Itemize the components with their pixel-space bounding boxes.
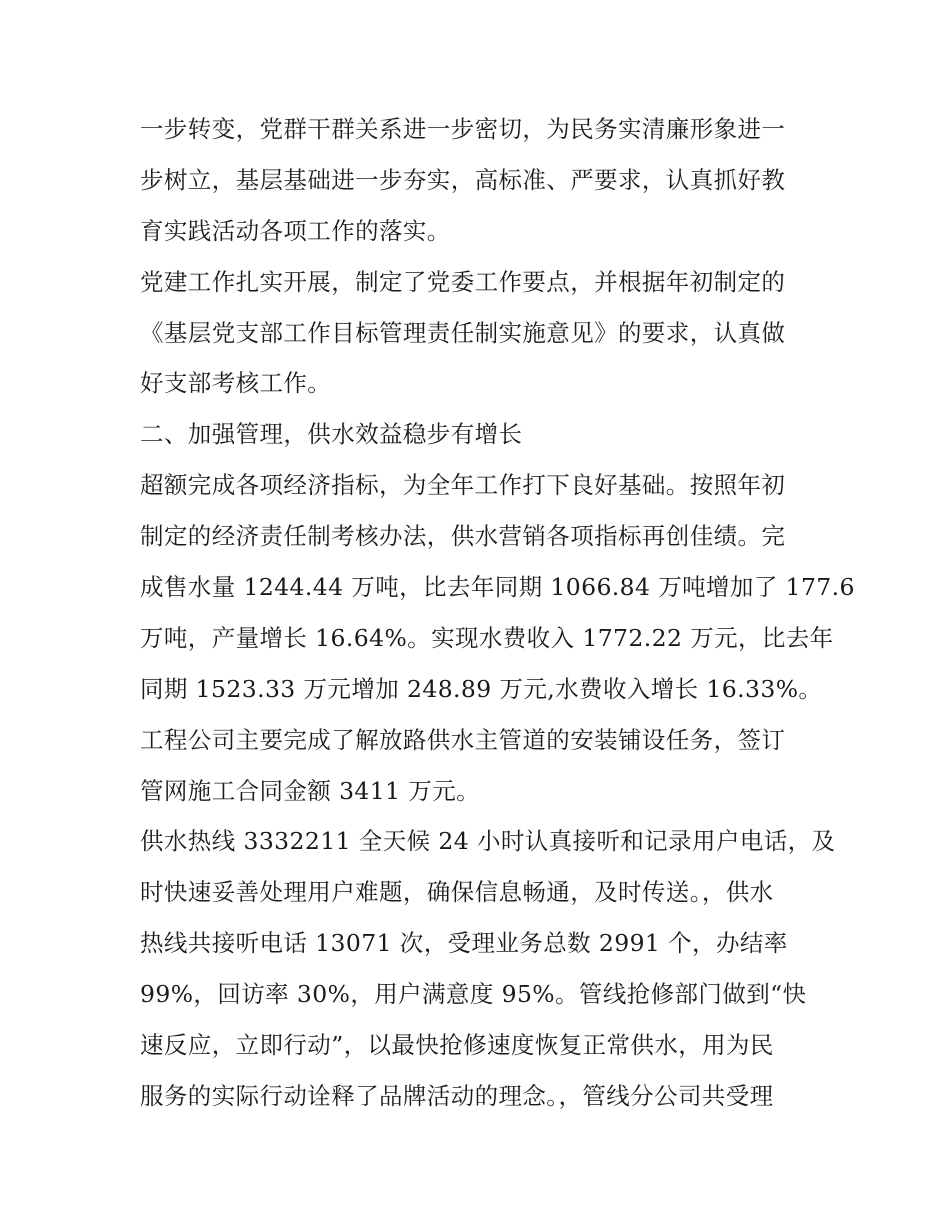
section-heading: 二、加强管理，供水效益稳步有增长 <box>140 420 523 449</box>
text-line: 党建工作扎实开展，制定了党委工作要点，并根据年初制定的 <box>140 267 786 296</box>
document-body <box>140 104 855 1122</box>
text-line: 热线共接听电话 13071 次，受理业务总数 2991 个，办结率 <box>140 929 788 958</box>
text-line: 好支部考核工作。 <box>140 369 332 398</box>
text-line: 时快速妥善处理用户难题，确保信息畅通，及时传送。，供水 <box>140 878 774 907</box>
text-line: 制定的经济责任制考核办法，供水营销各项指标再创佳绩。完 <box>140 522 786 551</box>
text-line: 步树立，基层基础进一步夯实，高标准、严要求，认真抓好教 <box>140 165 786 194</box>
text-line: 万吨，产量增长 16.64%。实现水费收入 1772.22 万元，比去年 <box>140 623 834 652</box>
text-line: 供水热线 3332211 全天候 24 小时认真接听和记录用户电话，及 <box>140 827 836 856</box>
text-line: 超额完成各项经济指标，为全年工作打下良好基础。按照年初 <box>140 471 786 500</box>
text-line: 速反应，立即行动”，以最快抢修速度恢复正常供水，用为民 <box>140 1031 774 1060</box>
text-line: 育实践活动各项工作的落实。 <box>140 216 451 245</box>
text-line: 管网施工合同金额 3411 万元。 <box>140 776 481 805</box>
text-line: 一步转变，党群干群关系进一步密切，为民务实清廉形象进一 <box>140 115 786 143</box>
text-line: 99%，回访率 30%，用户满意度 95%。管线抢修部门做到“快 <box>140 980 807 1009</box>
text-line: 服务的实际行动诠释了品牌活动的理念。，管线分公司共受理 <box>140 1081 774 1110</box>
text-line: 工程公司主要完成了解放路供水主管道的安装铺设任务，签订 <box>140 725 786 754</box>
text-line: 成售水量 1244.44 万吨，比去年同期 1066.84 万吨增加了 177.6 <box>140 573 855 602</box>
text-line: 同期 1523.33 万元增加 248.89 万元,水费收入增长 16.33%。 <box>140 674 823 703</box>
text-line: 《基层党支部工作目标管理责任制实施意见》的要求，认真做 <box>140 318 786 347</box>
